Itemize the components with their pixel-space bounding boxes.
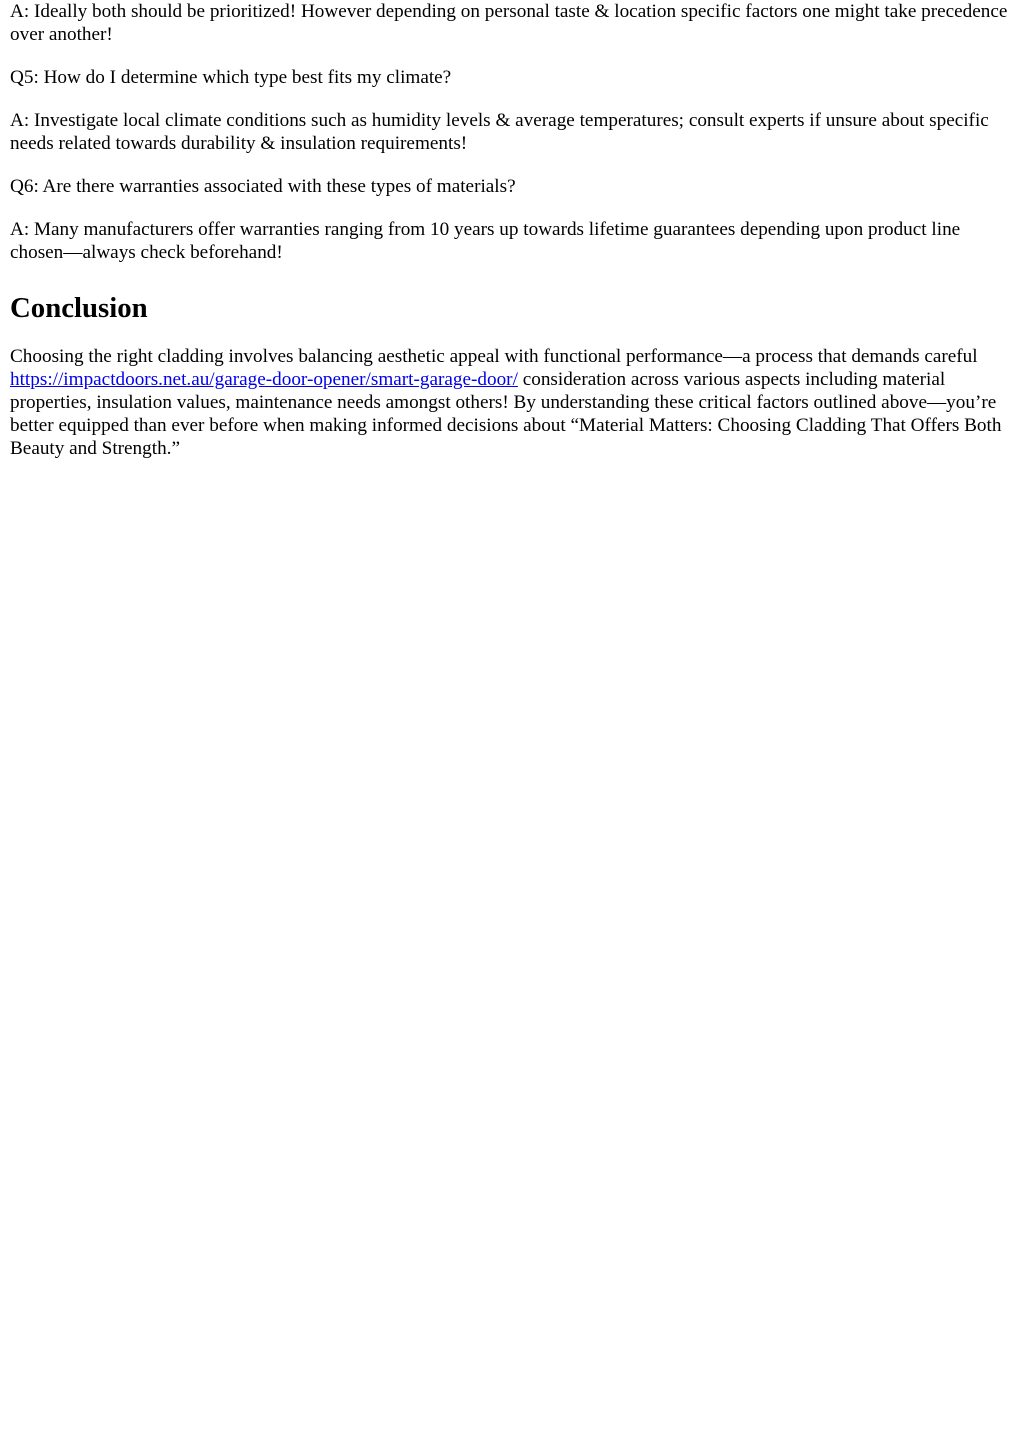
faq-answer-5: A: Investigate local climate conditions such as humidity levels & average temperatures; consult experts if unsure about specific needs related towards durability & insulation requirements! bbox=[10, 110, 989, 154]
article-body bbox=[0, 0, 1024, 460]
faq-answer-6: A: Many manufacturers offer warranties ranging from 10 years up towards lifetime guarantees depending upon product line chosen—always check beforehand! bbox=[10, 219, 961, 263]
faq-answer-4: A: Ideally both should be prioritized! However depending on personal taste & location specific factors one might take precedence over another! bbox=[10, 1, 1008, 45]
conclusion-paragraph bbox=[10, 345, 1014, 460]
faq-question-5: Q5: How do I determine which type best fits my climate? bbox=[10, 67, 452, 88]
faq-question-6: Q6: Are there warranties associated with these types of materials? bbox=[10, 176, 516, 197]
smart-garage-door-link[interactable]: https://impactdoors.net.au/garage-door-opener/smart-garage-door/ bbox=[10, 369, 518, 390]
conclusion-text-after: consideration across various aspects including material properties, insulation values, maintenance needs amongst others! By understanding these critical factors outlined above—you’re better equipped than ever before when making informed decisions about “Material Matters: Choosing Cladding That Offers Both Beauty and Strength.” bbox=[10, 369, 1002, 459]
conclusion-text-before: Choosing the right cladding involves balancing aesthetic appeal with functional performance—a process that demands careful bbox=[10, 346, 978, 367]
conclusion-heading: Conclusion bbox=[10, 292, 148, 324]
